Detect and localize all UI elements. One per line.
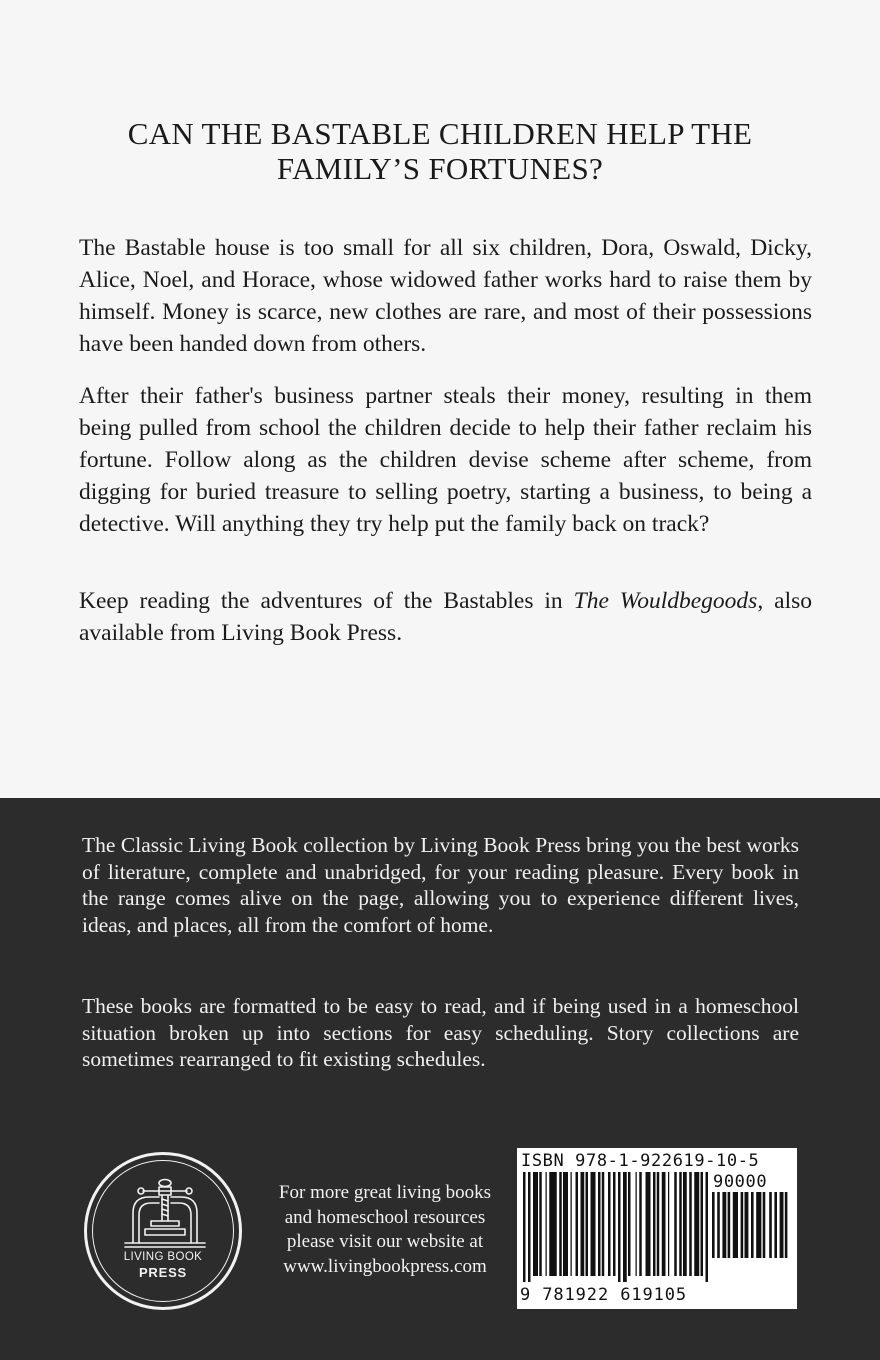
synopsis-paragraph-2: After their father's business partner steals their money, resulting in them being pulled from school the children decide to help their father reclaim his fortune. Follow along as the children devise scheme after scheme, from digging for buried treasure to selling poetry, starting a business, to being a detective. Will anything they try help put the family back on track? [79, 383, 812, 537]
barcode-bar [722, 1192, 726, 1258]
barcode-bar [756, 1192, 761, 1258]
barcode-bar [763, 1192, 766, 1258]
logo-text-living-book: LIVING BOOK [123, 1251, 203, 1263]
barcode-bar [717, 1192, 720, 1258]
barcode-bar [581, 1172, 585, 1276]
barcode-bar [623, 1172, 627, 1282]
barcode-bar [563, 1172, 568, 1276]
barcode-bar [662, 1172, 666, 1276]
paragraph-3-prefix: Keep reading the adventures of the Bastables in [79, 588, 574, 614]
ean-barcode-bars [523, 1172, 709, 1284]
barcode-bar [741, 1192, 744, 1258]
publisher-paragraph-2: These books are formatted to be easy to read, and if being used in a homeschool situation broken up into sections for easy scheduling. Story collections are sometimes rearranged to fit existing schedules. [82, 994, 799, 1071]
book-press-icon [115, 1177, 215, 1249]
living-book-press-logo [84, 1152, 242, 1310]
barcode-bar [549, 1172, 557, 1276]
headline [60, 116, 820, 186]
barcode-bar [745, 1192, 749, 1258]
barcode-bar [636, 1172, 637, 1276]
barcode-bar [780, 1192, 784, 1258]
barcode-bar [694, 1172, 699, 1276]
barcode-bar [613, 1172, 616, 1276]
barcode-bar [657, 1172, 660, 1276]
barcode-bar [528, 1172, 531, 1282]
barcode-bar [646, 1172, 651, 1276]
barcode-bar [683, 1172, 687, 1276]
barcode-bar [689, 1172, 692, 1276]
addon-barcode-bars [712, 1192, 790, 1304]
barcode-bar [602, 1172, 605, 1276]
barcode-bar [586, 1172, 589, 1276]
barcode-bar [533, 1172, 538, 1276]
price-code: 90000 [713, 1172, 768, 1192]
barcode-bar [559, 1172, 562, 1276]
publisher-panel [0, 798, 880, 1360]
barcode-bar [785, 1192, 788, 1258]
barcode-bar [576, 1172, 579, 1276]
isbn-barcode [517, 1148, 797, 1309]
website-promo-line-2: and homeschool resources [284, 1206, 486, 1228]
ean-digits: 9 781922 619105 [520, 1285, 688, 1305]
barcode-bar [733, 1192, 738, 1258]
headline-line-1: CAN THE BASTABLE CHILDREN HELP THE [127, 116, 753, 151]
barcode-bar [523, 1172, 526, 1282]
barcode-bar [706, 1172, 709, 1282]
synopsis-paragraph-1: The Bastable house is too small for all six children, Dora, Oswald, Dicky, Alice, Noel, and Horace, whose widowed father works hard to raise them by himself. Money is scarce, new clothes are rare, and most of their possessions have been handed down from others. [79, 235, 812, 357]
barcode-bar [679, 1172, 682, 1276]
barcode-bar [618, 1172, 621, 1282]
barcode-bar [712, 1192, 715, 1258]
website-promo-line-1: For more great living books [278, 1182, 492, 1203]
logo-text-press: PRESS [138, 1265, 188, 1280]
barcode-bar [608, 1172, 611, 1276]
synopsis-paragraph-3 [79, 585, 812, 649]
barcode-bar [628, 1172, 631, 1276]
website-promo-line-3: please visit our website at [286, 1231, 484, 1252]
barcode-bar [769, 1192, 772, 1258]
barcode-bar [668, 1172, 669, 1276]
barcode-bar [598, 1172, 601, 1276]
barcode-bar [751, 1192, 754, 1258]
publisher-paragraph-1: The Classic Living Book collection by Living Book Press bring you the best works of literature, complete and unabridged, for your reading pleasure. Every book in the range comes alive on the page, allowing you to experience different lives, ideas, and places, all from the comfort of home. [82, 833, 799, 937]
website-url: www.livingbookpress.com [283, 1255, 487, 1277]
book-title-reference: The Wouldbegoods [573, 588, 758, 614]
barcode-bar [546, 1172, 547, 1276]
headline-line-2: FAMILY’S FORTUNES? [276, 151, 604, 186]
barcode-bar [591, 1172, 596, 1276]
barcode-bar [539, 1172, 542, 1276]
website-promo [258, 1181, 512, 1279]
barcode-bar [674, 1172, 677, 1276]
barcode-bar [701, 1172, 704, 1276]
isbn-text: ISBN 978-1-922619-10-5 [521, 1151, 760, 1171]
barcode-bar [571, 1172, 572, 1276]
barcode-bar [774, 1192, 777, 1258]
barcode-bar [728, 1192, 731, 1258]
barcode-bar [639, 1172, 642, 1276]
paragraph-3-suffix: , also available from Living Book Press. [79, 588, 812, 646]
barcode-bar [653, 1172, 656, 1276]
